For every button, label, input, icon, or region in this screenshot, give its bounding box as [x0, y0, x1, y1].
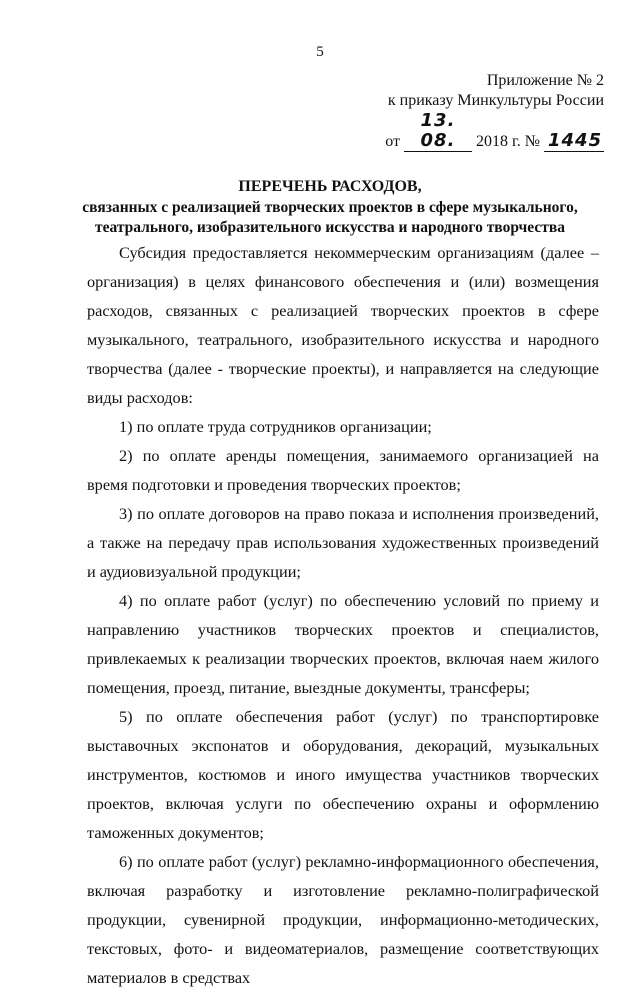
page-number: 5 — [316, 44, 324, 60]
handwritten-date: 13. 08. — [404, 111, 472, 152]
paragraph-intro: Субсидия предоставляется некоммерческим организациям (далее – организация) в целях финансового обеспечения и (или) возмещения расходов, связанных с реализацией творческих проектов в сфере музыкального, театрального, изобразительного искусства и народного творчества (далее - творческие проекты), и направляется на следующие виды расходов: — [87, 243, 599, 407]
handwritten-order-number: 1445 — [544, 131, 604, 152]
title-subtitle-1: связанных с реализацией творческих проектов в сфере музыкального, — [82, 199, 578, 216]
document-title — [60, 177, 600, 238]
list-item-1: 1) по оплате труда сотрудников организации; — [119, 417, 432, 436]
list-item-3: 3) по оплате договоров на право показа и исполнения произведений, а также на передачу прав использования художественных произведений и аудиовизуальной продукции; — [87, 504, 599, 581]
title-main: ПЕРЕЧЕНЬ РАСХОДОВ, — [238, 178, 422, 195]
list-item-2: 2) по оплате аренды помещения, занимаемого организацией на время подготовки и проведения творческих проектов; — [87, 446, 599, 494]
appendix-date-prefix: от — [385, 133, 400, 150]
appendix-title: Приложение № 2 — [486, 72, 604, 89]
appendix-date-line — [385, 111, 604, 152]
document-body — [87, 238, 599, 992]
list-item-5: 5) по оплате обеспечения работ (услуг) по транспортировке выставочных экспонатов и оборудования, декораций, музыкальных инструментов, костюмов и иного имущества участников творческих проектов, включая услуги по обеспечению охраны и оформлению таможенных документов; — [87, 707, 599, 842]
list-item-6: 6) по оплате работ (услуг) рекламно-информационного обеспечения, включая разработку и изготовление рекламно-полиграфической продукции, сувенирной продукции, информационно-методических, текстовых, фото- и видеоматериалов, размещение соответствующих материалов в средствах — [87, 852, 599, 987]
title-subtitle-2: театрального, изобразительного искусства и народного творчества — [95, 219, 565, 236]
appendix-order-ref: к приказу Минкультуры России — [387, 92, 604, 109]
appendix-year: 2018 г. № — [475, 133, 540, 150]
appendix-header — [385, 71, 604, 152]
list-item-4: 4) по оплате работ (услуг) по обеспечению условий по приему и направлению участников творческих проектов и специалистов, привлекаемых к реализации творческих проектов, включая наем жилого помещения, проезд, питание, выездные документы, трансферы; — [87, 591, 599, 697]
